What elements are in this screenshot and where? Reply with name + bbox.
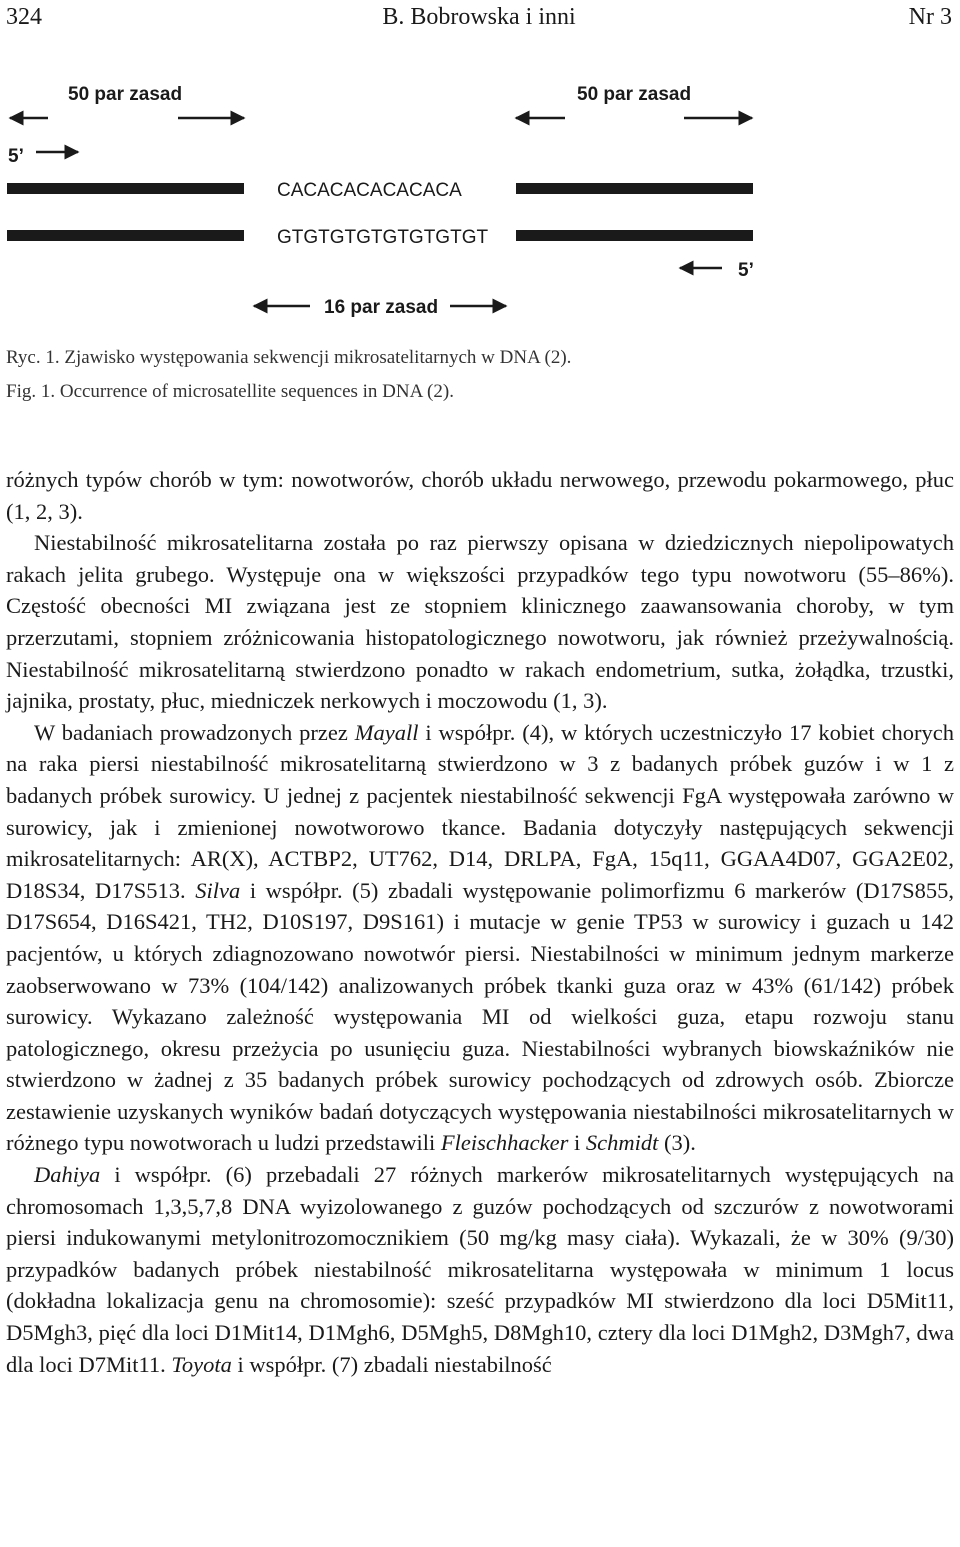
p3-text-e: (3). — [658, 1130, 696, 1156]
right-flank-label: 50 par zasad — [577, 84, 692, 105]
bottom-strand-left — [7, 230, 244, 241]
microsatellite-figure — [0, 70, 960, 330]
left-flank-label: 50 par zasad — [68, 84, 183, 105]
page-number: 324 — [6, 4, 42, 30]
top-strand-sequence: CACACACACACACA — [277, 180, 462, 201]
author-schmidt: Schmidt — [585, 1130, 659, 1156]
author-fleischhacker: Fleischhacker — [440, 1130, 569, 1156]
author-dahiya: Dahiya — [34, 1162, 101, 1188]
author-silva: Silva — [195, 877, 241, 903]
p4-text-b: i współpr. (7) zbadali niestabilność — [231, 1351, 552, 1377]
running-authors: B. Bobrowska i inni — [382, 4, 576, 30]
p3-text-a: W badaniach prowadzonych przez — [34, 719, 355, 745]
p3-text-b: i współpr. (4), w których uczestniczyło 17 kobiet chorych na raka piersi niestabilność mikrosatelitarną stwierdzono w 3 z badanych próbek guzów i w 1 z badanych próbek surowicy. U jednej z pacjentek niestabilność sekwencji FgA występowała zarówno w surowicy, jak i zmienionej nowotworowo tkance. Badania dotyczyły następujących sekwencji mikrosatelitarnych: AR(X), ACTBP2, UT762, D14, DRLPA, FgA, 15q11, GGAA4D07, GGA2E02, D18S34, D17S513. — [6, 719, 955, 903]
author-mayall: Mayall — [354, 719, 419, 745]
running-header — [6, 2, 952, 34]
bottom-strand-sequence: GTGTGTGTGTGTGTGT — [277, 227, 489, 248]
p4-text-a: i współpr. (6) przebadali 27 różnych markerów mikrosatelitarnych występujących na chromosomach 1,3,5,7,8 DNA wyizolowanego z guzów pochodzących od szczurów z nowotworami piersi indukowanymi metylonitrozomocznikiem (50 mg/kg masy ciała). Wykazali, że w 30% (9/30) przypadków badanych próbek niestabilność mikrosatelitarna występowała w minimum 1 locus (dokładna lokalizacja genu na chromosomie): sześć przypadków MI stwierdzono dla loci D5Mit11, D5Mgh3, pięć dla loci D1Mit14, D1Mgh6, D5Mgh5, D8Mgh10, cztery dla loci D1Mgh2, D3Mgh7, dwa dla loci D7Mit11. — [6, 1162, 954, 1377]
figure-caption-polish: Ryc. 1. Zjawisko występowania sekwencji mikrosatelitarnych w DNA (2). — [6, 347, 572, 368]
paragraph-1: różnych typów chorób w tym: nowotworów, chorób układu nerwowego, przewodu pokarmowego, płuc (1, 2, 3). — [6, 467, 954, 524]
issue-number: Nr 3 — [908, 4, 952, 30]
author-toyota: Toyota — [171, 1351, 232, 1377]
five-prime-top-label: 5’ — [8, 146, 24, 167]
body-text — [6, 464, 954, 1380]
bottom-strand-right — [516, 230, 753, 241]
paragraph-4 — [6, 1159, 954, 1380]
p3-text-d: i — [568, 1130, 586, 1156]
repeat-length-label: 16 par zasad — [324, 297, 439, 318]
paragraph-3 — [6, 717, 954, 1159]
figure-caption-english: Fig. 1. Occurrence of microsatellite sequences in DNA (2). — [6, 381, 454, 402]
p3-text-c: i współpr. (5) zbadali występowanie polimorfizmu 6 markerów (D17S855, D17S654, D16S421, TH2, D10S197, D9S161) i mutacje w genie TP53 w surowicy i guzach u 142 pacjentów, u których zdiagnozowano nowotwór piersi. Niestabilności w minimum jednym markerze zaobserwowano w 73% (104/142) analizowanych próbek tkanki guza oraz w 43% (61/142) próbek surowicy. Wykazano zależność występowania MI od wielkości guza, etapu rozwoju stanu patologicznego, okresu przeżycia po usunięciu guza. Niestabilności wybranych biowskaźników nie stwierdzono w żadnej z 35 badanych próbek surowicy pochodzących od zdrowych osób. Zbiorcze zestawienie uzyskanych wyników badań dotyczących występowania niestabilności mikrosatelitarnych w różnego typu nowotworach u ludzi przedstawili — [6, 877, 954, 1156]
five-prime-bottom-label: 5’ — [738, 260, 754, 281]
paragraph-2: Niestabilność mikrosatelitarna została po raz pierwszy opisana w dziedzicznych niepolipowatych rakach jelita grubego. Występuje ona w większości przypadków tego typu nowotworu (55–86%). Częstość obecności MI związana jest ze stopniem klinicznego zaawansowania choroby, w tym przerzutami, stopniem zróżnicowania histopatologicznego nowotworu, jak również przeżywalnością. Niestabilność mikrosatelitarną stwierdzono ponadto w rakach endometrium, sutka, żołądka, trzustki, jajnika, prostaty, płuc, miedniczek nerkowych i moczowodu (1, 3). — [6, 530, 954, 714]
top-strand-right — [516, 183, 753, 194]
top-strand-left — [7, 183, 244, 194]
